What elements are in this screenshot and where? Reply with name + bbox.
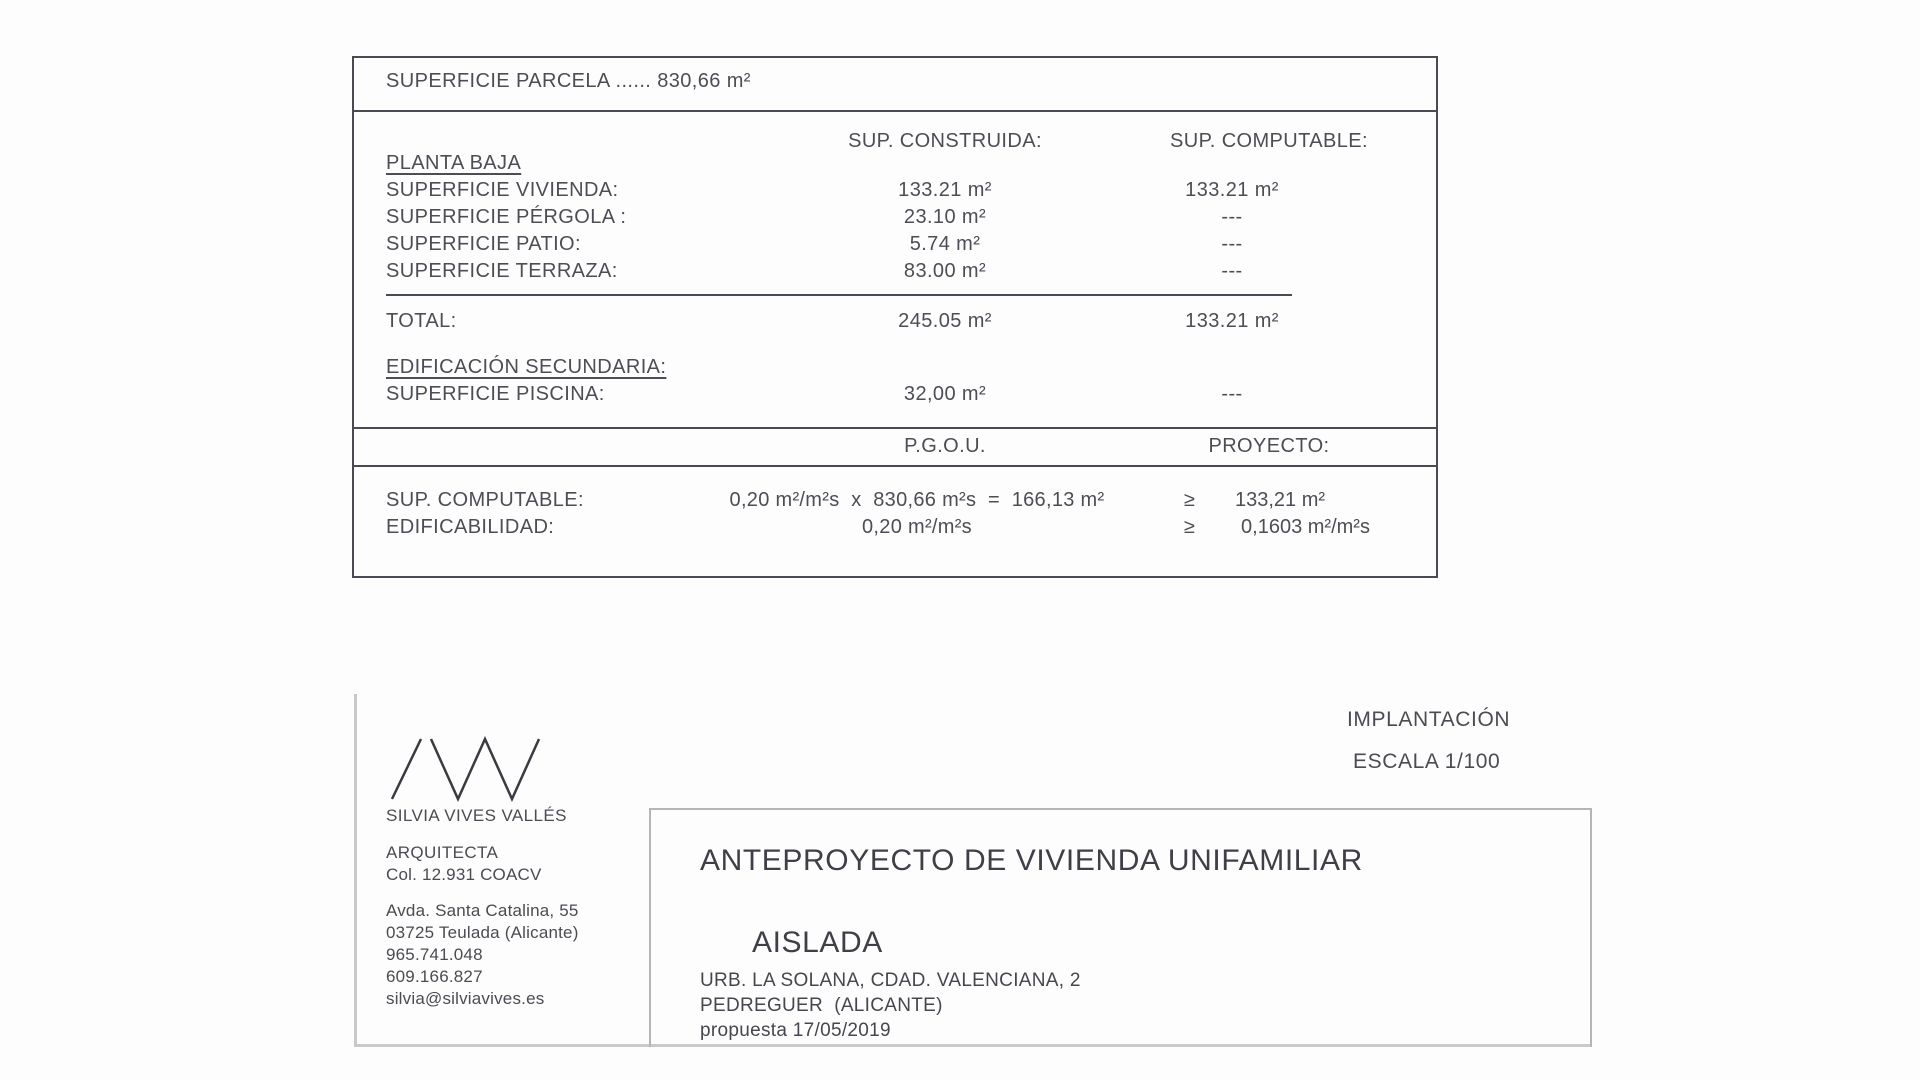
col-header-pgou: P.G.O.U.	[904, 435, 986, 457]
computable-value: ---	[1221, 383, 1243, 405]
total-row	[354, 310, 1436, 336]
computable-value: ---	[1221, 206, 1243, 228]
architect-name: SILVIA VIVES VALLÉS	[386, 806, 567, 825]
section-title-planta-baja: PLANTA BAJA	[386, 152, 522, 174]
computable-value: 133.21 m²	[1185, 179, 1279, 201]
col-header-construida: SUP. CONSTRUIDA:	[848, 130, 1042, 152]
project-date-note: propuesta 17/05/2019	[700, 1020, 891, 1041]
construida-value: 23.10 m²	[903, 206, 987, 228]
construida-value: 83.00 m²	[903, 260, 987, 282]
row-label: SUPERFICIE PÉRGOLA :	[386, 206, 627, 228]
greater-equal-symbol: ≥	[1184, 516, 1195, 538]
total-computable-value: 133.21 m²	[1185, 310, 1279, 332]
pgou-header-row	[354, 435, 1436, 461]
row-label: SUPERFICIE PISCINA:	[386, 383, 605, 405]
proyecto-value: 133,21 m²	[1234, 489, 1326, 511]
total-construida-value: 245.05 m²	[898, 310, 992, 332]
computable-value: ---	[1221, 260, 1243, 282]
project-title-line2: AISLADA	[751, 926, 883, 959]
construida-value: 133.21 m²	[898, 179, 992, 201]
architect-role: ARQUITECTA	[386, 843, 499, 862]
piscina-row	[354, 383, 1436, 409]
project-title-box	[649, 808, 1592, 1047]
surface-area-table	[352, 56, 1438, 578]
row-label: SUPERFICIE VIVIENDA:	[386, 179, 619, 201]
architect-logo-icon	[386, 736, 560, 802]
greater-equal-symbol: ≥	[1184, 489, 1195, 511]
architect-email: silvia@silviavives.es	[386, 989, 545, 1008]
table-row	[354, 233, 1436, 259]
pgou-formula: 0,20 m²/m²s x 830,66 m²s = 166,13 m²	[729, 489, 1105, 511]
parcel-surface-header: SUPERFICIE PARCELA ...... 830,66 m²	[386, 70, 751, 92]
pgou-band-bottom-line	[354, 465, 1436, 467]
section-title-edificacion-secundaria: EDIFICACIÓN SECUNDARIA:	[386, 356, 667, 378]
project-location-line1: URB. LA SOLANA, CDAD. VALENCIANA, 2	[700, 970, 1081, 991]
construida-value: 5.74 m²	[909, 233, 981, 255]
table-row	[354, 206, 1436, 232]
edificabilidad-row	[354, 516, 1436, 542]
pgou-band-top-line	[354, 427, 1436, 429]
section-planta-baja-row	[354, 152, 1436, 178]
computable-value: ---	[1221, 233, 1243, 255]
col-header-proyecto: PROYECTO:	[1208, 435, 1330, 457]
sup-computable-row	[354, 489, 1436, 515]
drawing-name: IMPLANTACIÓN	[1347, 708, 1511, 731]
architect-phone2: 609.166.827	[386, 967, 483, 986]
architect-phone1: 965.741.048	[386, 945, 483, 964]
architect-college: Col. 12.931 COACV	[386, 865, 542, 884]
project-location-line2: PEDREGUER (ALICANTE)	[700, 995, 943, 1016]
architect-address-line2: 03725 Teulada (Alicante)	[386, 923, 579, 942]
proyecto-value: 0,1603 m²/m²s	[1241, 516, 1370, 538]
construida-value: 32,00 m²	[903, 383, 987, 405]
architect-address-line1: Avda. Santa Catalina, 55	[386, 901, 579, 920]
row-label: SUPERFICIE PATIO:	[386, 233, 581, 255]
pgou-value: 0,20 m²/m²s	[862, 516, 972, 538]
project-title-line1: ANTEPROYECTO DE VIVIENDA UNIFAMILIAR	[700, 844, 1363, 877]
row-label: SUPERFICIE TERRAZA:	[386, 260, 618, 282]
total-label: TOTAL:	[386, 310, 457, 332]
col-header-computable: SUP. COMPUTABLE:	[1170, 130, 1368, 152]
header-divider	[354, 110, 1436, 112]
total-divider	[386, 294, 1292, 296]
title-block-left-rule	[354, 694, 357, 1046]
drawing-scale: ESCALA 1/100	[1353, 750, 1501, 773]
table-row	[354, 260, 1436, 286]
row-label: SUP. COMPUTABLE:	[386, 489, 584, 511]
section-secundaria-row	[354, 356, 1436, 382]
row-label: EDIFICABILIDAD:	[386, 516, 555, 538]
table-row	[354, 179, 1436, 205]
